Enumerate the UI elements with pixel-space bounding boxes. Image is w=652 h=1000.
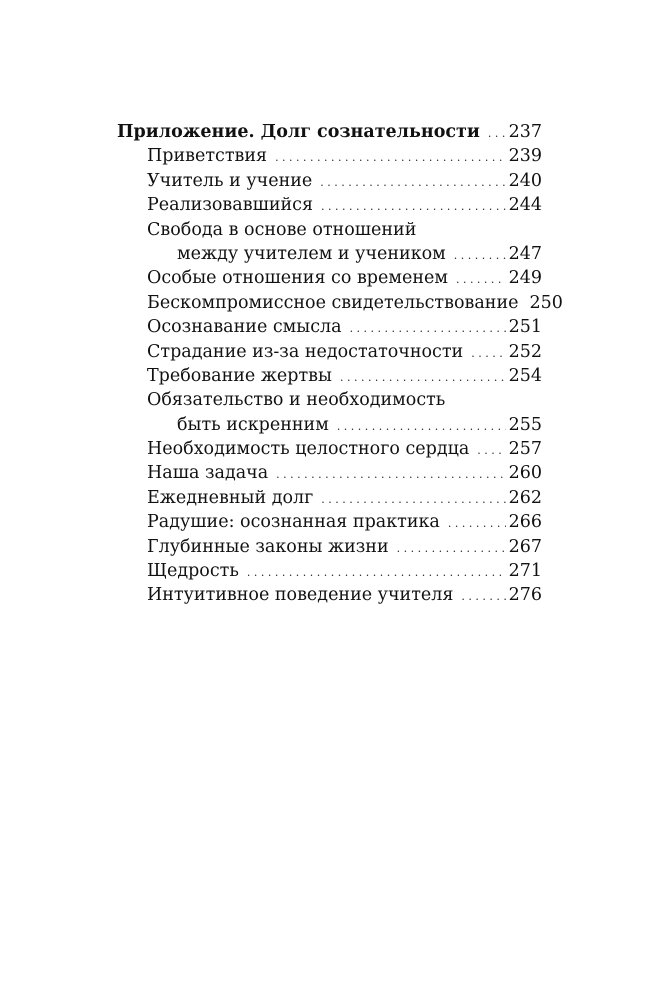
dot-leader [276,463,505,487]
toc-entry-title: Наша задача [147,463,269,484]
toc-page-number: 260 [508,463,542,484]
toc-entry-title: Радушие: осознанная практика [147,512,440,533]
dot-leader [340,366,506,390]
dot-leader [477,439,505,463]
table-of-contents [117,120,563,608]
toc-page-number: 262 [508,487,542,508]
toc-entry [117,486,542,510]
toc-page-number: 276 [508,585,542,606]
dot-leader [320,171,505,195]
dot-leader [454,244,506,268]
dot-leader [397,537,506,561]
toc-entry-title: Требование жертвы [147,365,332,386]
toc-page-number: 257 [508,439,542,460]
toc-entry [117,291,563,315]
toc-entry-title: Щедрость [147,561,239,582]
toc-page-number: 267 [508,536,542,557]
toc-page-number: 252 [508,341,542,362]
dot-leader [461,585,505,609]
toc-entry [117,315,542,339]
toc-page-number: 247 [508,243,542,264]
toc-chapter-title: Приложение. Долг сознательности [117,122,480,142]
toc-chapter [117,120,542,144]
toc-entry [117,535,542,559]
dot-leader [448,512,506,536]
toc-page-number: 237 [508,122,542,142]
toc-page-number: 240 [508,170,542,191]
toc-entry [117,437,542,461]
toc-entry [117,340,542,364]
toc-page-number: 271 [508,561,542,582]
toc-entry-title: Обязательство и необходимость [147,390,446,411]
toc-entry-continuation [117,413,542,437]
toc-page-number: 266 [508,512,542,533]
toc-entry [117,510,542,534]
toc-entry-title: Особые отношения со временем [147,268,448,289]
toc-entry-title-continuation: быть искренним [177,414,329,435]
toc-entry-title: Бескомпромиссное свидетельствование [147,292,519,313]
toc-entry-title: Необходимость целостного сердца [147,439,470,460]
toc-page-number: 254 [508,365,542,386]
toc-entry-first-line [117,218,542,242]
dot-leader [488,122,506,146]
toc-entry-title: Интуитивное поведение учителя [147,585,454,606]
dot-leader [275,146,506,170]
toc-entry [117,266,542,290]
toc-entry-title: Свобода в основе отношений [147,219,417,240]
dot-leader [247,561,506,585]
toc-entry [117,169,542,193]
toc-entry-title: Страдание из-за недостаточности [147,341,464,362]
toc-entry-title: Глубинные законы жизни [147,536,389,557]
toc-entry-title: Осознавание смысла [147,317,342,338]
toc-entry [117,583,542,607]
toc-entry-title-continuation: между учителем и учеником [177,243,446,264]
dot-leader [350,317,506,341]
dot-leader [471,342,505,366]
toc-entry-title: Реализовавшийся [147,195,314,216]
toc-page-number: 244 [508,195,542,216]
toc-entry-title: Учитель и учение [147,170,313,191]
dot-leader [321,488,505,512]
toc-page-number: 255 [508,414,542,435]
toc-entry-title: Ежедневный долг [147,487,314,508]
toc-entry [117,193,542,217]
toc-entry [117,461,542,485]
toc-entry-title: Приветствия [147,146,268,167]
toc-page-number: 251 [508,317,542,338]
toc-entry [117,559,542,583]
toc-page-number: 250 [529,292,563,313]
dot-leader [337,415,506,439]
toc-entry-continuation [117,242,542,266]
toc-entry [117,364,542,388]
dot-leader [321,195,506,219]
toc-entry [117,144,542,168]
dot-leader [456,268,506,292]
toc-entry-first-line [117,388,542,412]
toc-page-number: 239 [508,146,542,167]
toc-page-number: 249 [508,268,542,289]
